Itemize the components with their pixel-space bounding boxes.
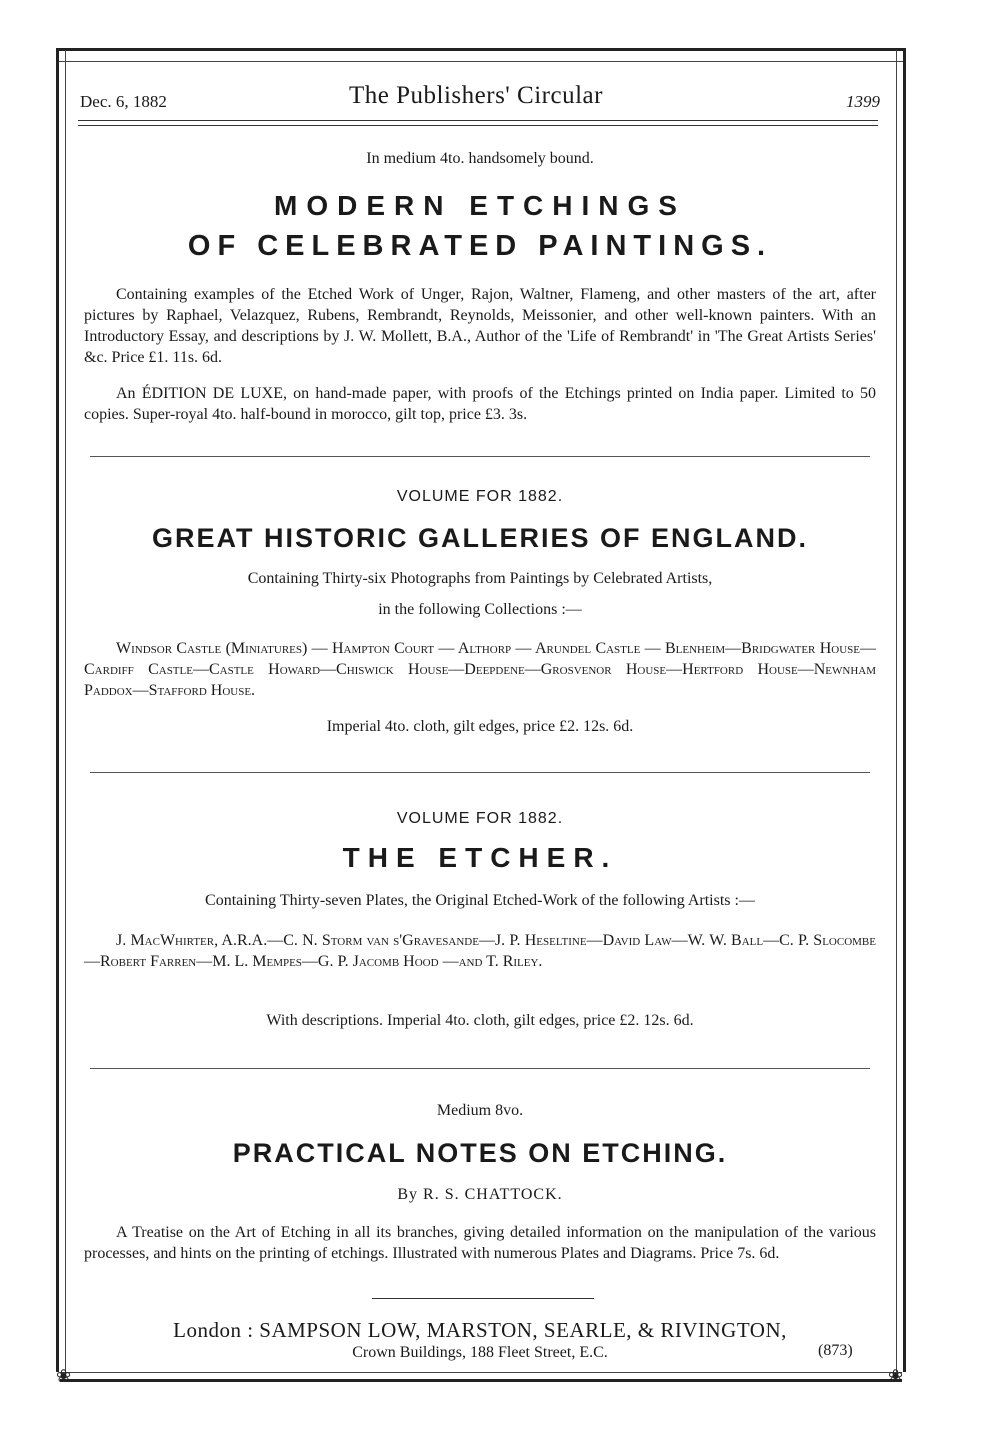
section3-line1: Containing Thirty-seven Plates, the Original Etched-Work of the following Artists :—: [205, 892, 755, 909]
section2-price: Imperial 4to. cloth, gilt edges, price £2. 12s. 6d.: [326, 718, 634, 735]
corner-ornament-icon: ❀: [888, 1366, 904, 1386]
section4-title: PRACTICAL NOTES ON ETCHING.: [232, 1138, 728, 1168]
footer-address: Crown Buildings, 188 Fleet Street, E.C.: [352, 1344, 608, 1361]
footer-number: (873): [818, 1342, 853, 1359]
section3-volume: VOLUME FOR 1882.: [396, 810, 564, 827]
header-date: Dec. 6, 1882: [80, 92, 167, 111]
section1-title-line2: OF CELEBRATED PAINTINGS.: [187, 230, 773, 262]
footer-rule: [372, 1298, 594, 1299]
frame-bottom-border: [60, 1372, 902, 1382]
section3-title: THE ETCHER.: [342, 842, 618, 873]
section3-price: With descriptions. Imperial 4to. cloth, gilt edges, price £2. 12s. 6d.: [266, 1012, 694, 1029]
section4-format: Medium 8vo.: [436, 1102, 524, 1119]
header-title: The Publishers' Circular: [349, 82, 603, 109]
section2-title: GREAT HISTORIC GALLERIES OF ENGLAND.: [151, 523, 809, 553]
frame-right-border: [896, 50, 906, 1372]
section-divider: [90, 1068, 870, 1069]
section2-volume: VOLUME FOR 1882.: [396, 488, 564, 505]
section3-artists: J. MacWhirter, A.R.A.—C. N. Storm van s'Gravesande—J. P. Heseltine—David Law—W. W. Ball—C. P. Slocombe—Robert Farren—M. L. Mempes—G. P. Jacomb Hood —and T. Riley.: [84, 932, 876, 970]
corner-ornament-icon: ❀: [56, 1366, 72, 1386]
section1-edition: An ÉDITION DE LUXE, on hand-made paper, with proofs of the Etchings printed on India paper. Limited to 50 copies. Super-royal 4to. half-bound in morocco, gilt top, price £3. 3s.: [84, 385, 876, 423]
section1-intro: In medium 4to. handsomely bound.: [366, 150, 594, 167]
section-divider: [90, 456, 870, 457]
section2-line2: in the following Collections :—: [378, 601, 582, 618]
section1-title-line1: MODERN ETCHINGS: [274, 190, 686, 221]
section2-collections: Windsor Castle (Miniatures) — Hampton Court — Althorp — Arundel Castle — Blenheim—Bridgwater House—Cardiff Castle—Castle Howard—Chiswick House—Deepdene—Grosvenor House—Hertford House—Newnham Paddox—Stafford House.: [84, 640, 876, 699]
header-page-number: 1399: [846, 92, 880, 111]
section-divider: [90, 772, 870, 773]
section4-author: By R. S. CHATTOCK.: [397, 1186, 563, 1203]
section1-description: Containing examples of the Etched Work of Unger, Rajon, Waltner, Flameng, and other masters of the art, after pictures by Raphael, Velazquez, Rubens, Rembrandt, Reynolds, Meissonier, and other well-known painters. With an Introductory Essay, and descriptions by J. W. Mollett, B.A., Author of the 'Life of Rembrandt' in 'The Great Artists Series' &c. Price £1. 11s. 6d.: [84, 286, 876, 366]
header-rule: [78, 120, 878, 126]
section2-line1: Containing Thirty-six Photographs from Paintings by Celebrated Artists,: [247, 570, 713, 587]
frame-left-border: [56, 50, 66, 1372]
frame-top-border: [56, 48, 906, 62]
section4-description: A Treatise on the Art of Etching in all its branches, giving detailed information on the manipulation of the various processes, and hints on the printing of etchings. Illustrated with numerous Plates and Diagrams. Price 7s. 6d.: [84, 1224, 876, 1262]
footer-publisher: London : SAMPSON LOW, MARSTON, SEARLE, & RIVINGTON,: [173, 1318, 787, 1342]
page-header: [72, 82, 880, 112]
